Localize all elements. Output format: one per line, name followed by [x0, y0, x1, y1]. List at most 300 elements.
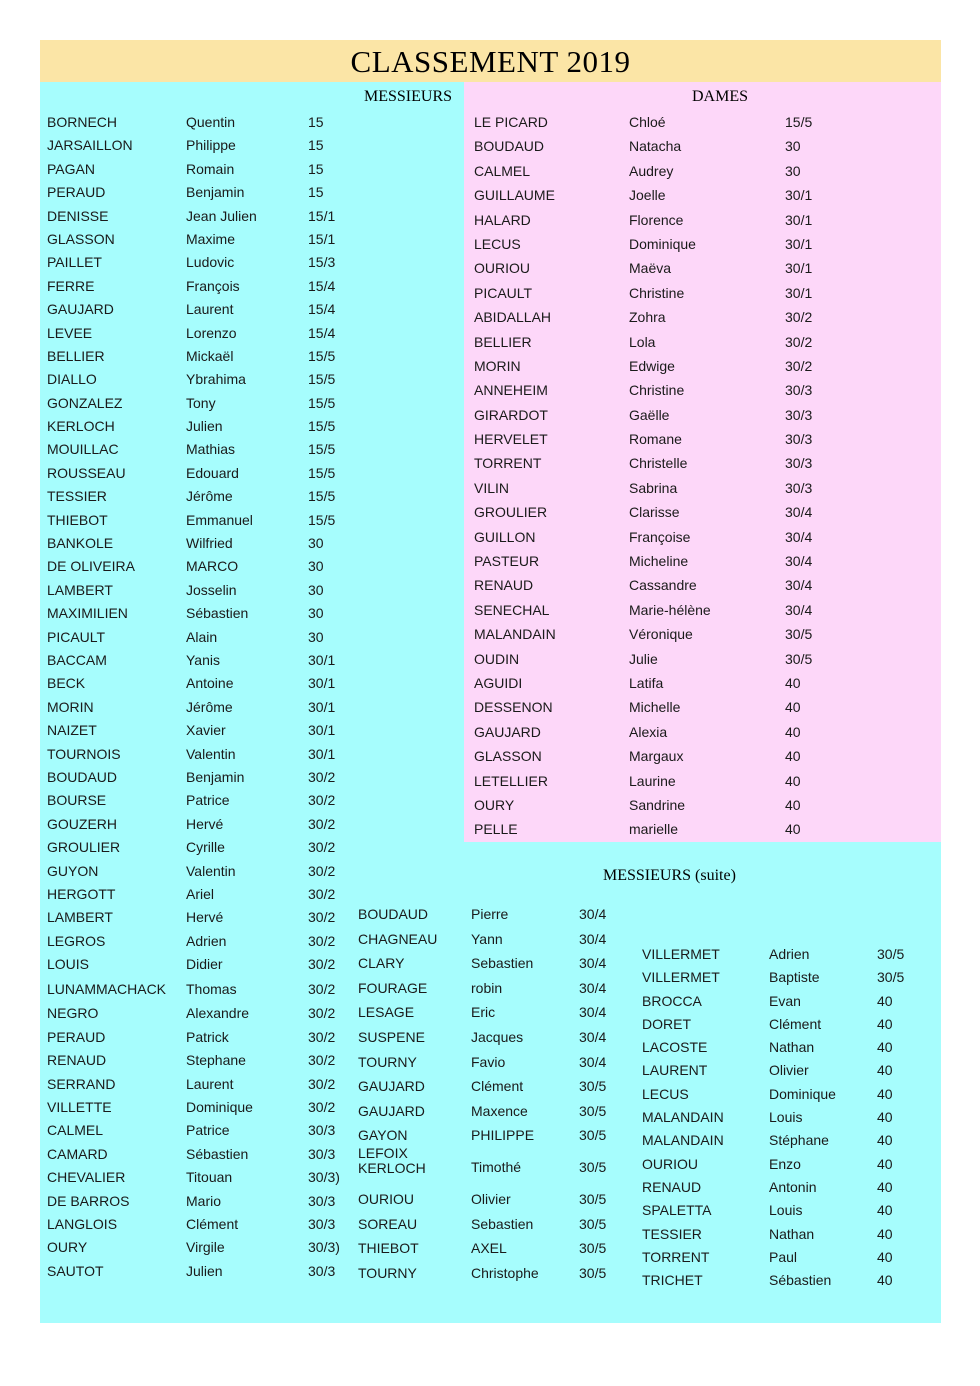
- player-first-name: Titouan: [186, 1169, 233, 1186]
- player-last-name: LUNAMMACHACK: [47, 980, 167, 997]
- player-ranking: 40: [785, 699, 801, 716]
- player-ranking: 30/5: [579, 1078, 607, 1095]
- player-first-name: Ludovic: [186, 254, 235, 271]
- player-first-name: Favio: [471, 1053, 506, 1070]
- player-last-name: LECUS: [474, 235, 521, 252]
- player-ranking: 30/4: [785, 553, 813, 570]
- player-last-name: CHAGNEAU: [358, 930, 438, 947]
- player-last-name: LAURENT: [642, 1062, 708, 1079]
- player-first-name: Timothé: [471, 1159, 522, 1176]
- player-last-name: GUILLAUME: [474, 187, 555, 204]
- player-first-name: Chloé: [629, 114, 666, 130]
- player-ranking: 15: [308, 160, 324, 177]
- player-last-name: SOREAU: [358, 1215, 418, 1232]
- player-last-name: SENECHAL: [474, 601, 550, 618]
- player-last-name: TORRENT: [642, 1248, 710, 1265]
- player-last-name: BOUDAUD: [358, 906, 429, 922]
- player-ranking: 40: [877, 1202, 893, 1219]
- player-ranking: 30/5: [579, 1127, 607, 1144]
- player-last-name: DORET: [642, 1015, 691, 1032]
- player-first-name: Romane: [629, 431, 682, 448]
- player-first-name: Mickaël: [186, 347, 234, 364]
- player-first-name: Cyrille: [186, 839, 225, 856]
- player-first-name: Françoise: [629, 528, 691, 545]
- player-first-name: Dominique: [629, 235, 696, 252]
- player-last-name: LEVEE: [47, 324, 93, 341]
- player-last-name: BECK: [47, 675, 86, 692]
- player-first-name: MARCO: [186, 558, 239, 575]
- player-ranking: 30/1: [785, 260, 813, 277]
- player-last-name: LESAGE: [358, 1004, 415, 1021]
- player-last-name: TESSIER: [642, 1225, 702, 1242]
- player-ranking: 40: [877, 1015, 893, 1032]
- player-first-name: Latifa: [629, 674, 664, 691]
- player-last-name: KERLOCH: [47, 418, 115, 435]
- player-last-name: GUILLON: [474, 528, 536, 545]
- player-first-name: Sébastien: [769, 1272, 832, 1289]
- player-first-name: Jean Julien: [186, 207, 257, 224]
- player-ranking: 30/2: [308, 768, 336, 785]
- player-ranking: 30/1: [308, 722, 336, 739]
- player-first-name: Stephane: [186, 1052, 246, 1069]
- player-last-name: DE OLIVEIRA: [47, 558, 135, 575]
- player-first-name: Jérôme: [186, 698, 233, 715]
- player-last-name: LANGLOIS: [47, 1215, 118, 1232]
- player-last-name: GAYON: [358, 1127, 408, 1144]
- player-ranking: 30/3: [308, 1262, 336, 1279]
- player-first-name: Sabrina: [629, 479, 678, 496]
- player-last-name: THIEBOT: [358, 1240, 419, 1257]
- player-last-name: PICAULT: [474, 284, 533, 301]
- player-ranking: 15/1: [308, 230, 336, 247]
- player-ranking: 30/4: [579, 955, 607, 972]
- player-ranking: 30/3: [308, 1145, 336, 1162]
- player-ranking: 40: [877, 1039, 893, 1056]
- player-ranking: 40: [877, 1225, 893, 1242]
- player-first-name: Marie-hélène: [629, 601, 711, 618]
- player-ranking: 15/5: [308, 394, 336, 411]
- player-ranking: 40: [785, 723, 801, 740]
- player-first-name: Gaëlle: [629, 406, 670, 423]
- player-first-name: Audrey: [629, 162, 674, 179]
- player-first-name: Valentin: [186, 745, 236, 762]
- player-ranking: 30/1: [308, 698, 336, 715]
- player-last-name: LE PICARD: [474, 114, 548, 130]
- player-last-name: TOURNY: [358, 1053, 417, 1070]
- player-last-name: GIRARDOT: [474, 406, 548, 423]
- player-last-name: OURY: [47, 1239, 88, 1256]
- player-ranking: 15/5: [308, 464, 336, 481]
- player-ranking: 15/5: [308, 371, 336, 388]
- messieurs-header: MESSIEURS: [364, 88, 453, 105]
- player-last-name: VILLERMET: [642, 946, 720, 962]
- player-ranking: 40: [877, 1272, 893, 1289]
- player-first-name: Julien: [186, 1262, 223, 1279]
- player-first-name: Maëva: [629, 260, 672, 277]
- player-first-name: Tony: [186, 394, 216, 411]
- player-last-name: PASTEUR: [474, 553, 540, 570]
- player-first-name: Quentin: [186, 114, 236, 130]
- player-ranking: 15/5: [308, 488, 336, 505]
- player-ranking: 30/3: [785, 431, 813, 448]
- player-last-name: GAUJARD: [474, 723, 541, 740]
- player-first-name: Hervé: [186, 909, 224, 926]
- player-first-name: Antonin: [769, 1178, 817, 1195]
- player-last-name: DESSENON: [474, 699, 553, 716]
- player-first-name: Dominique: [769, 1085, 836, 1102]
- player-last-name: AGUIDI: [474, 674, 523, 691]
- player-ranking: 15: [308, 184, 324, 201]
- player-last-name: GAUJARD: [47, 301, 114, 318]
- player-first-name: Véronique: [629, 626, 693, 643]
- player-last-name: GLASSON: [47, 230, 115, 247]
- player-ranking: 30/4: [579, 1028, 607, 1045]
- player-first-name: PHILIPPE: [471, 1127, 535, 1144]
- player-first-name: Christine: [629, 284, 685, 301]
- player-first-name: Enzo: [769, 1155, 801, 1172]
- player-first-name: Patrice: [186, 1122, 230, 1139]
- player-first-name: Didier: [186, 956, 223, 973]
- player-first-name: Ariel: [186, 885, 215, 902]
- player-ranking: 30/2: [308, 815, 336, 832]
- player-first-name: Alexia: [629, 723, 668, 740]
- player-last-name: MAXIMILIEN: [47, 605, 128, 622]
- player-last-name: GROULIER: [47, 839, 121, 856]
- player-last-name: DENISSE: [47, 207, 109, 224]
- player-last-name: SPALETTA: [642, 1202, 712, 1219]
- player-ranking: 30/2: [308, 932, 336, 949]
- player-first-name: Olivier: [769, 1062, 809, 1079]
- player-last-name: SERRAND: [47, 1075, 116, 1092]
- player-ranking: 30/2: [308, 980, 336, 997]
- player-first-name: Ybrahima: [186, 371, 246, 388]
- player-ranking: 40: [877, 1132, 893, 1149]
- player-first-name: Mario: [186, 1192, 222, 1209]
- player-last-name: CALMEL: [474, 162, 531, 179]
- player-first-name: Alexandre: [186, 1005, 250, 1022]
- player-last-name: PAILLET: [47, 254, 102, 271]
- player-last-name: BOUDAUD: [474, 138, 545, 155]
- player-last-name: ABIDALLAH: [474, 309, 552, 326]
- player-last-name: DIALLO: [47, 371, 97, 388]
- player-last-name: BELLIER: [474, 333, 532, 350]
- player-first-name: Antoine: [186, 675, 234, 692]
- player-last-name: TOURNOIS: [47, 745, 121, 762]
- player-ranking: 30/3: [308, 1122, 336, 1139]
- player-first-name: Clarisse: [629, 504, 680, 521]
- player-first-name: Nathan: [769, 1225, 815, 1242]
- player-last-name: ANNEHEIM: [474, 382, 548, 399]
- player-last-name: ROUSSEAU: [47, 464, 126, 481]
- player-last-name: RENAUD: [474, 577, 534, 594]
- player-ranking: 30/5: [877, 946, 905, 962]
- page-title: CLASSEMENT 2019: [350, 44, 631, 79]
- player-ranking: 30/2: [308, 862, 336, 879]
- player-first-name: Christelle: [629, 455, 688, 472]
- player-ranking: 30/5: [579, 1159, 607, 1176]
- player-first-name: Mathias: [186, 441, 236, 458]
- player-ranking: 30/2: [308, 956, 336, 973]
- player-first-name: AXEL: [471, 1240, 507, 1257]
- player-ranking: 30/4: [579, 1004, 607, 1021]
- player-first-name: Philippe: [186, 137, 236, 154]
- player-first-name: Julie: [629, 650, 658, 667]
- player-ranking: 30/3: [785, 382, 813, 399]
- player-first-name: Laurent: [186, 1075, 234, 1092]
- player-last-name: PAGAN: [47, 160, 95, 177]
- player-ranking: 30/3: [308, 1215, 336, 1232]
- dames-header: DAMES: [692, 88, 749, 105]
- player-last-name: VILLERMET: [642, 969, 720, 986]
- player-last-name: GROULIER: [474, 504, 548, 521]
- player-first-name: Pierre: [471, 906, 509, 922]
- player-last-name: CHEVALIER: [47, 1169, 126, 1186]
- player-ranking: 30/4: [785, 601, 813, 618]
- player-first-name: Sebastien: [471, 955, 534, 972]
- player-first-name: Eric: [471, 1004, 496, 1021]
- player-ranking: 30/2: [785, 357, 813, 374]
- player-ranking: 30/3: [308, 1192, 336, 1209]
- player-ranking: 40: [877, 1248, 893, 1265]
- player-last-name: LETELLIER: [474, 772, 548, 789]
- player-ranking: 15/4: [308, 301, 336, 318]
- player-first-name: Joelle: [629, 187, 666, 204]
- player-first-name: Christine: [629, 382, 685, 399]
- player-ranking: 30/4: [785, 577, 813, 594]
- player-first-name: Evan: [769, 992, 801, 1009]
- player-ranking: 30/2: [308, 885, 336, 902]
- player-ranking: 40: [877, 1155, 893, 1172]
- player-last-name: BOUDAUD: [47, 768, 118, 785]
- player-ranking: 30/4: [785, 504, 813, 521]
- player-first-name: Margaux: [629, 748, 684, 765]
- player-last-name: PERAUD: [47, 1028, 106, 1045]
- player-ranking: 15: [308, 137, 324, 154]
- player-first-name: Louis: [769, 1109, 803, 1126]
- player-first-name: Adrien: [186, 932, 227, 949]
- player-first-name: Maxime: [186, 230, 236, 247]
- player-last-name: CALMEL: [47, 1122, 104, 1139]
- player-ranking: 40: [877, 1178, 893, 1195]
- player-first-name: Benjamin: [186, 768, 245, 785]
- player-ranking: 30/2: [785, 333, 813, 350]
- player-ranking: 15/5: [308, 347, 336, 364]
- player-last-name: PELLE: [474, 821, 518, 838]
- player-first-name: Olivier: [471, 1190, 511, 1207]
- player-ranking: 30/5: [579, 1215, 607, 1232]
- player-last-name: MALANDAIN: [642, 1109, 724, 1126]
- player-first-name: Romain: [186, 160, 235, 177]
- player-last-name: THIEBOT: [47, 511, 108, 528]
- player-ranking: 30/4: [579, 930, 607, 947]
- player-ranking: 30/4: [579, 979, 607, 996]
- player-ranking: 30/5: [877, 969, 905, 986]
- player-last-name: RENAUD: [642, 1178, 702, 1195]
- player-last-name: LAMBERT: [47, 909, 113, 926]
- player-last-name: PERAUD: [47, 184, 106, 201]
- player-first-name: Virgile: [186, 1239, 225, 1256]
- player-first-name: Nathan: [769, 1039, 815, 1056]
- player-last-name: GONZALEZ: [47, 394, 123, 411]
- player-first-name: Patrice: [186, 792, 230, 809]
- player-ranking: 30/4: [579, 1053, 607, 1070]
- player-first-name: Clément: [186, 1215, 239, 1232]
- player-first-name: Sébastien: [186, 605, 249, 622]
- player-first-name: Zohra: [629, 309, 666, 326]
- player-last-name: TOURNY: [358, 1264, 417, 1281]
- player-last-name: TRICHET: [642, 1272, 703, 1289]
- player-first-name: Yanis: [186, 651, 220, 668]
- player-first-name: marielle: [629, 821, 679, 838]
- player-last-name: NEGRO: [47, 1005, 99, 1022]
- player-first-name: Micheline: [629, 553, 689, 570]
- player-ranking: 15/1: [308, 207, 336, 224]
- player-first-name: Thomas: [186, 980, 237, 997]
- player-first-name: Baptiste: [769, 969, 820, 986]
- player-last-name: VILLETTE: [47, 1099, 112, 1116]
- player-first-name: Paul: [769, 1248, 798, 1265]
- player-ranking: 30/2: [308, 1028, 336, 1045]
- player-last-name: OURIOU: [358, 1190, 414, 1207]
- player-first-name: Florence: [629, 211, 684, 228]
- player-first-name: Adrien: [769, 946, 810, 962]
- player-last-name: GAUJARD: [358, 1078, 425, 1095]
- player-first-name: Christophe: [471, 1264, 539, 1281]
- player-ranking: 15/4: [308, 277, 336, 294]
- player-ranking: 15/5: [785, 114, 813, 130]
- player-ranking: 30/2: [308, 1075, 336, 1092]
- player-last-name: BROCCA: [642, 992, 702, 1009]
- player-ranking: 30/3: [785, 455, 813, 472]
- player-last-name: OURIOU: [474, 260, 530, 277]
- player-last-name: GLASSON: [474, 748, 542, 765]
- player-last-name: LECUS: [642, 1085, 689, 1102]
- player-first-name: Patrick: [186, 1028, 229, 1045]
- player-ranking: 15/5: [308, 418, 336, 435]
- player-ranking: 15/5: [308, 441, 336, 458]
- player-last-name: MOUILLAC: [47, 441, 119, 458]
- player-last-name: GUYON: [47, 862, 99, 879]
- player-ranking: 30/2: [308, 839, 336, 856]
- player-ranking: 30: [785, 162, 801, 179]
- player-first-name: Valentin: [186, 862, 236, 879]
- player-first-name: Hervé: [186, 815, 224, 832]
- player-first-name: Wilfried: [186, 535, 233, 552]
- player-ranking: 30/4: [785, 528, 813, 545]
- player-ranking: 15/4: [308, 324, 336, 341]
- player-first-name: Laurine: [629, 772, 676, 789]
- player-ranking: 15/5: [308, 511, 336, 528]
- player-first-name: Stéphane: [769, 1132, 829, 1149]
- player-last-name: GOUZERH: [47, 815, 117, 832]
- player-ranking: 30/1: [785, 235, 813, 252]
- player-last-name: MORIN: [47, 698, 94, 715]
- player-ranking: 40: [877, 1062, 893, 1079]
- player-last-name: MORIN: [474, 357, 521, 374]
- player-ranking: 30/5: [785, 650, 813, 667]
- player-ranking: 30/5: [579, 1240, 607, 1257]
- player-last-name: LEFOIX KERLOCH: [358, 1144, 426, 1176]
- player-last-name: OURIOU: [642, 1155, 698, 1172]
- player-ranking: 15: [308, 114, 324, 130]
- player-first-name: Dominique: [186, 1099, 253, 1116]
- player-ranking: 30/2: [308, 909, 336, 926]
- player-ranking: 40: [785, 772, 801, 789]
- player-last-name: MALANDAIN: [474, 626, 556, 643]
- player-last-name: LOUIS: [47, 956, 90, 973]
- player-ranking: 30/2: [308, 1005, 336, 1022]
- player-last-name: HERGOTT: [47, 885, 116, 902]
- player-first-name: Laurent: [186, 301, 234, 318]
- player-last-name: BELLIER: [47, 347, 105, 364]
- player-ranking: 15/3: [308, 254, 336, 271]
- player-first-name: Benjamin: [186, 184, 245, 201]
- player-last-name: NAIZET: [47, 722, 97, 739]
- player-ranking: 30/1: [308, 651, 336, 668]
- player-first-name: Michelle: [629, 699, 681, 716]
- player-last-name: OURY: [474, 796, 515, 813]
- player-ranking: 40: [785, 821, 801, 838]
- player-last-name: OUDIN: [474, 650, 520, 667]
- player-first-name: Sebastien: [471, 1215, 534, 1232]
- player-first-name: Maxence: [471, 1102, 528, 1119]
- player-first-name: François: [186, 277, 240, 294]
- player-first-name: Xavier: [186, 722, 226, 739]
- player-ranking: 40: [877, 992, 893, 1009]
- player-ranking: 30/3: [785, 406, 813, 423]
- player-ranking: 30/4: [579, 906, 607, 922]
- player-last-name: FOURAGE: [358, 979, 428, 996]
- player-ranking: 30/1: [785, 187, 813, 204]
- player-ranking: 30/1: [785, 211, 813, 228]
- player-ranking: 30/5: [579, 1102, 607, 1119]
- player-last-name: CLARY: [358, 955, 405, 972]
- player-ranking: 30/2: [308, 1099, 336, 1116]
- player-first-name: Clément: [769, 1015, 822, 1032]
- player-ranking: 30/2: [308, 1052, 336, 1069]
- player-ranking: 40: [785, 748, 801, 765]
- player-last-name: PICAULT: [47, 628, 106, 645]
- player-first-name: Edwige: [629, 357, 675, 374]
- player-last-name: VILIN: [474, 479, 510, 496]
- player-ranking: 30: [308, 628, 324, 645]
- player-ranking: 30/1: [785, 284, 813, 301]
- player-first-name: Alain: [186, 628, 218, 645]
- player-first-name: Julien: [186, 418, 223, 435]
- player-first-name: Emmanuel: [186, 511, 253, 528]
- player-last-name: BACCAM: [47, 651, 107, 668]
- player-first-name: Lorenzo: [186, 324, 237, 341]
- player-ranking: 30/5: [579, 1190, 607, 1207]
- player-ranking: 30/2: [785, 309, 813, 326]
- player-last-name: FERRE: [47, 277, 95, 294]
- player-first-name: Jacques: [471, 1028, 524, 1045]
- player-ranking: 30: [785, 138, 801, 155]
- player-last-name: JARSAILLON: [47, 137, 133, 154]
- player-first-name: Jérôme: [186, 488, 233, 505]
- player-last-name: GAUJARD: [358, 1102, 425, 1119]
- player-last-name: HALARD: [474, 211, 531, 228]
- player-last-name: TORRENT: [474, 455, 542, 472]
- player-ranking: 30/1: [308, 745, 336, 762]
- player-first-name: Louis: [769, 1202, 803, 1219]
- player-first-name: Cassandre: [629, 577, 697, 594]
- player-last-name: BOURSE: [47, 792, 107, 809]
- player-ranking: 30: [308, 605, 324, 622]
- player-last-name: BANKOLE: [47, 535, 114, 552]
- player-last-name: SUSPENE: [358, 1028, 425, 1045]
- player-last-name: DE BARROS: [47, 1192, 130, 1209]
